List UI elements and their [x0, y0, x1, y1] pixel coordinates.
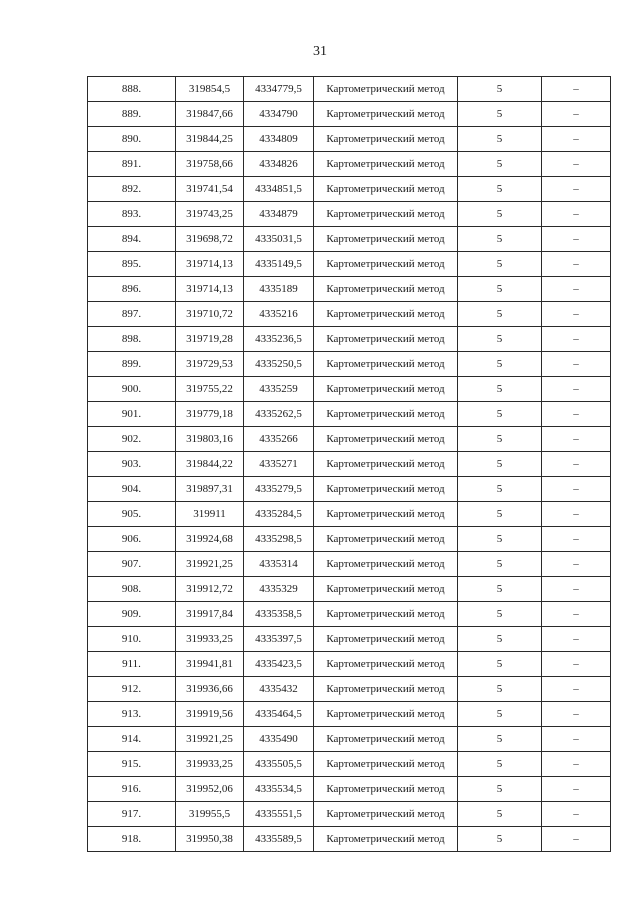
note-cell: – [542, 277, 611, 302]
point-number-cell: 912. [88, 677, 176, 702]
accuracy-cell: 5 [458, 302, 542, 327]
accuracy-cell: 5 [458, 827, 542, 852]
y-coordinate-cell: 4334790 [244, 102, 314, 127]
table-row [88, 752, 611, 777]
note-cell: – [542, 802, 611, 827]
accuracy-cell: 5 [458, 577, 542, 602]
y-coordinate-cell: 4335298,5 [244, 527, 314, 552]
point-number-cell: 913. [88, 702, 176, 727]
table-row [88, 327, 611, 352]
method-cell: Картометрический метод [314, 627, 458, 652]
table-row [88, 427, 611, 452]
x-coordinate-cell: 319755,22 [176, 377, 244, 402]
method-cell: Картометрический метод [314, 577, 458, 602]
x-coordinate-cell: 319729,53 [176, 352, 244, 377]
accuracy-cell: 5 [458, 177, 542, 202]
x-coordinate-cell: 319743,25 [176, 202, 244, 227]
y-coordinate-cell: 4335589,5 [244, 827, 314, 852]
y-coordinate-cell: 4335250,5 [244, 352, 314, 377]
y-coordinate-cell: 4335423,5 [244, 652, 314, 677]
coordinates-table-body [88, 77, 611, 852]
point-number-cell: 890. [88, 127, 176, 152]
accuracy-cell: 5 [458, 477, 542, 502]
point-number-cell: 909. [88, 602, 176, 627]
note-cell: – [542, 402, 611, 427]
accuracy-cell: 5 [458, 327, 542, 352]
x-coordinate-cell: 319921,25 [176, 552, 244, 577]
accuracy-cell: 5 [458, 77, 542, 102]
y-coordinate-cell: 4334779,5 [244, 77, 314, 102]
accuracy-cell: 5 [458, 252, 542, 277]
note-cell: – [542, 577, 611, 602]
method-cell: Картометрический метод [314, 702, 458, 727]
point-number-cell: 915. [88, 752, 176, 777]
y-coordinate-cell: 4335271 [244, 452, 314, 477]
note-cell: – [542, 727, 611, 752]
accuracy-cell: 5 [458, 702, 542, 727]
x-coordinate-cell: 319714,13 [176, 252, 244, 277]
x-coordinate-cell: 319933,25 [176, 627, 244, 652]
x-coordinate-cell: 319911 [176, 502, 244, 527]
table-row [88, 402, 611, 427]
y-coordinate-cell: 4335279,5 [244, 477, 314, 502]
y-coordinate-cell: 4335397,5 [244, 627, 314, 652]
note-cell: – [542, 677, 611, 702]
table-row [88, 277, 611, 302]
method-cell: Картометрический метод [314, 352, 458, 377]
note-cell: – [542, 627, 611, 652]
point-number-cell: 900. [88, 377, 176, 402]
accuracy-cell: 5 [458, 127, 542, 152]
accuracy-cell: 5 [458, 752, 542, 777]
y-coordinate-cell: 4334879 [244, 202, 314, 227]
table-row [88, 827, 611, 852]
method-cell: Картометрический метод [314, 652, 458, 677]
accuracy-cell: 5 [458, 627, 542, 652]
x-coordinate-cell: 319912,72 [176, 577, 244, 602]
note-cell: – [542, 252, 611, 277]
y-coordinate-cell: 4335149,5 [244, 252, 314, 277]
method-cell: Картометрический метод [314, 102, 458, 127]
x-coordinate-cell: 319854,5 [176, 77, 244, 102]
table-row [88, 77, 611, 102]
method-cell: Картометрический метод [314, 302, 458, 327]
point-number-cell: 914. [88, 727, 176, 752]
x-coordinate-cell: 319952,06 [176, 777, 244, 802]
table-row [88, 102, 611, 127]
point-number-cell: 911. [88, 652, 176, 677]
method-cell: Картометрический метод [314, 502, 458, 527]
accuracy-cell: 5 [458, 602, 542, 627]
method-cell: Картометрический метод [314, 752, 458, 777]
point-number-cell: 902. [88, 427, 176, 452]
x-coordinate-cell: 319698,72 [176, 227, 244, 252]
method-cell: Картометрический метод [314, 377, 458, 402]
note-cell: – [542, 452, 611, 477]
note-cell: – [542, 552, 611, 577]
x-coordinate-cell: 319719,28 [176, 327, 244, 352]
y-coordinate-cell: 4335464,5 [244, 702, 314, 727]
y-coordinate-cell: 4335284,5 [244, 502, 314, 527]
point-number-cell: 893. [88, 202, 176, 227]
point-number-cell: 894. [88, 227, 176, 252]
x-coordinate-cell: 319741,54 [176, 177, 244, 202]
point-number-cell: 901. [88, 402, 176, 427]
accuracy-cell: 5 [458, 202, 542, 227]
table-row [88, 377, 611, 402]
note-cell: – [542, 352, 611, 377]
accuracy-cell: 5 [458, 527, 542, 552]
table-row [88, 527, 611, 552]
point-number-cell: 899. [88, 352, 176, 377]
y-coordinate-cell: 4335262,5 [244, 402, 314, 427]
x-coordinate-cell: 319803,16 [176, 427, 244, 452]
point-number-cell: 889. [88, 102, 176, 127]
y-coordinate-cell: 4335358,5 [244, 602, 314, 627]
x-coordinate-cell: 319844,22 [176, 452, 244, 477]
method-cell: Картометрический метод [314, 277, 458, 302]
accuracy-cell: 5 [458, 652, 542, 677]
accuracy-cell: 5 [458, 152, 542, 177]
y-coordinate-cell: 4335314 [244, 552, 314, 577]
method-cell: Картометрический метод [314, 177, 458, 202]
table-row [88, 727, 611, 752]
method-cell: Картометрический метод [314, 252, 458, 277]
table-row [88, 452, 611, 477]
point-number-cell: 906. [88, 527, 176, 552]
table-row [88, 552, 611, 577]
point-number-cell: 905. [88, 502, 176, 527]
method-cell: Картометрический метод [314, 802, 458, 827]
point-number-cell: 916. [88, 777, 176, 802]
point-number-cell: 907. [88, 552, 176, 577]
note-cell: – [542, 302, 611, 327]
table-row [88, 777, 611, 802]
method-cell: Картометрический метод [314, 152, 458, 177]
point-number-cell: 892. [88, 177, 176, 202]
y-coordinate-cell: 4335216 [244, 302, 314, 327]
x-coordinate-cell: 319714,13 [176, 277, 244, 302]
accuracy-cell: 5 [458, 377, 542, 402]
point-number-cell: 908. [88, 577, 176, 602]
point-number-cell: 898. [88, 327, 176, 352]
x-coordinate-cell: 319710,72 [176, 302, 244, 327]
table-row [88, 352, 611, 377]
table-row [88, 127, 611, 152]
method-cell: Картометрический метод [314, 402, 458, 427]
note-cell: – [542, 477, 611, 502]
y-coordinate-cell: 4334851,5 [244, 177, 314, 202]
table-row [88, 602, 611, 627]
point-number-cell: 910. [88, 627, 176, 652]
point-number-cell: 918. [88, 827, 176, 852]
x-coordinate-cell: 319955,5 [176, 802, 244, 827]
method-cell: Картометрический метод [314, 677, 458, 702]
note-cell: – [542, 227, 611, 252]
x-coordinate-cell: 319844,25 [176, 127, 244, 152]
y-coordinate-cell: 4334826 [244, 152, 314, 177]
x-coordinate-cell: 319847,66 [176, 102, 244, 127]
x-coordinate-cell: 319917,84 [176, 602, 244, 627]
method-cell: Картометрический метод [314, 202, 458, 227]
y-coordinate-cell: 4335534,5 [244, 777, 314, 802]
note-cell: – [542, 127, 611, 152]
note-cell: – [542, 152, 611, 177]
note-cell: – [542, 77, 611, 102]
point-number-cell: 904. [88, 477, 176, 502]
note-cell: – [542, 327, 611, 352]
y-coordinate-cell: 4335432 [244, 677, 314, 702]
method-cell: Картометрический метод [314, 127, 458, 152]
x-coordinate-cell: 319941,81 [176, 652, 244, 677]
y-coordinate-cell: 4335259 [244, 377, 314, 402]
x-coordinate-cell: 319950,38 [176, 827, 244, 852]
table-row [88, 177, 611, 202]
accuracy-cell: 5 [458, 502, 542, 527]
method-cell: Картометрический метод [314, 527, 458, 552]
method-cell: Картометрический метод [314, 827, 458, 852]
note-cell: – [542, 827, 611, 852]
y-coordinate-cell: 4335236,5 [244, 327, 314, 352]
accuracy-cell: 5 [458, 802, 542, 827]
y-coordinate-cell: 4335551,5 [244, 802, 314, 827]
accuracy-cell: 5 [458, 352, 542, 377]
note-cell: – [542, 752, 611, 777]
x-coordinate-cell: 319919,56 [176, 702, 244, 727]
y-coordinate-cell: 4335031,5 [244, 227, 314, 252]
method-cell: Картометрический метод [314, 77, 458, 102]
point-number-cell: 891. [88, 152, 176, 177]
method-cell: Картометрический метод [314, 327, 458, 352]
y-coordinate-cell: 4335490 [244, 727, 314, 752]
table-row [88, 152, 611, 177]
accuracy-cell: 5 [458, 102, 542, 127]
method-cell: Картометрический метод [314, 452, 458, 477]
method-cell: Картометрический метод [314, 552, 458, 577]
note-cell: – [542, 702, 611, 727]
point-number-cell: 888. [88, 77, 176, 102]
accuracy-cell: 5 [458, 227, 542, 252]
accuracy-cell: 5 [458, 727, 542, 752]
y-coordinate-cell: 4335505,5 [244, 752, 314, 777]
point-number-cell: 903. [88, 452, 176, 477]
accuracy-cell: 5 [458, 427, 542, 452]
table-row [88, 502, 611, 527]
coordinates-table [87, 76, 611, 852]
table-row [88, 702, 611, 727]
point-number-cell: 895. [88, 252, 176, 277]
method-cell: Картометрический метод [314, 227, 458, 252]
method-cell: Картометрический метод [314, 427, 458, 452]
table-row [88, 202, 611, 227]
x-coordinate-cell: 319933,25 [176, 752, 244, 777]
note-cell: – [542, 377, 611, 402]
table-row [88, 677, 611, 702]
y-coordinate-cell: 4335329 [244, 577, 314, 602]
point-number-cell: 896. [88, 277, 176, 302]
x-coordinate-cell: 319936,66 [176, 677, 244, 702]
y-coordinate-cell: 4334809 [244, 127, 314, 152]
method-cell: Картометрический метод [314, 777, 458, 802]
point-number-cell: 917. [88, 802, 176, 827]
method-cell: Картометрический метод [314, 602, 458, 627]
note-cell: – [542, 102, 611, 127]
y-coordinate-cell: 4335189 [244, 277, 314, 302]
method-cell: Картометрический метод [314, 727, 458, 752]
note-cell: – [542, 777, 611, 802]
y-coordinate-cell: 4335266 [244, 427, 314, 452]
table-row [88, 652, 611, 677]
note-cell: – [542, 202, 611, 227]
table-row [88, 302, 611, 327]
note-cell: – [542, 652, 611, 677]
accuracy-cell: 5 [458, 402, 542, 427]
x-coordinate-cell: 319779,18 [176, 402, 244, 427]
note-cell: – [542, 527, 611, 552]
method-cell: Картометрический метод [314, 477, 458, 502]
note-cell: – [542, 427, 611, 452]
table-row [88, 477, 611, 502]
x-coordinate-cell: 319897,31 [176, 477, 244, 502]
table-row [88, 252, 611, 277]
x-coordinate-cell: 319921,25 [176, 727, 244, 752]
accuracy-cell: 5 [458, 452, 542, 477]
accuracy-cell: 5 [458, 677, 542, 702]
note-cell: – [542, 177, 611, 202]
accuracy-cell: 5 [458, 277, 542, 302]
note-cell: – [542, 602, 611, 627]
page-number: 31 [313, 44, 327, 59]
x-coordinate-cell: 319924,68 [176, 527, 244, 552]
point-number-cell: 897. [88, 302, 176, 327]
accuracy-cell: 5 [458, 777, 542, 802]
table-row [88, 627, 611, 652]
x-coordinate-cell: 319758,66 [176, 152, 244, 177]
table-row [88, 802, 611, 827]
table-row [88, 227, 611, 252]
accuracy-cell: 5 [458, 552, 542, 577]
note-cell: – [542, 502, 611, 527]
table-row [88, 577, 611, 602]
